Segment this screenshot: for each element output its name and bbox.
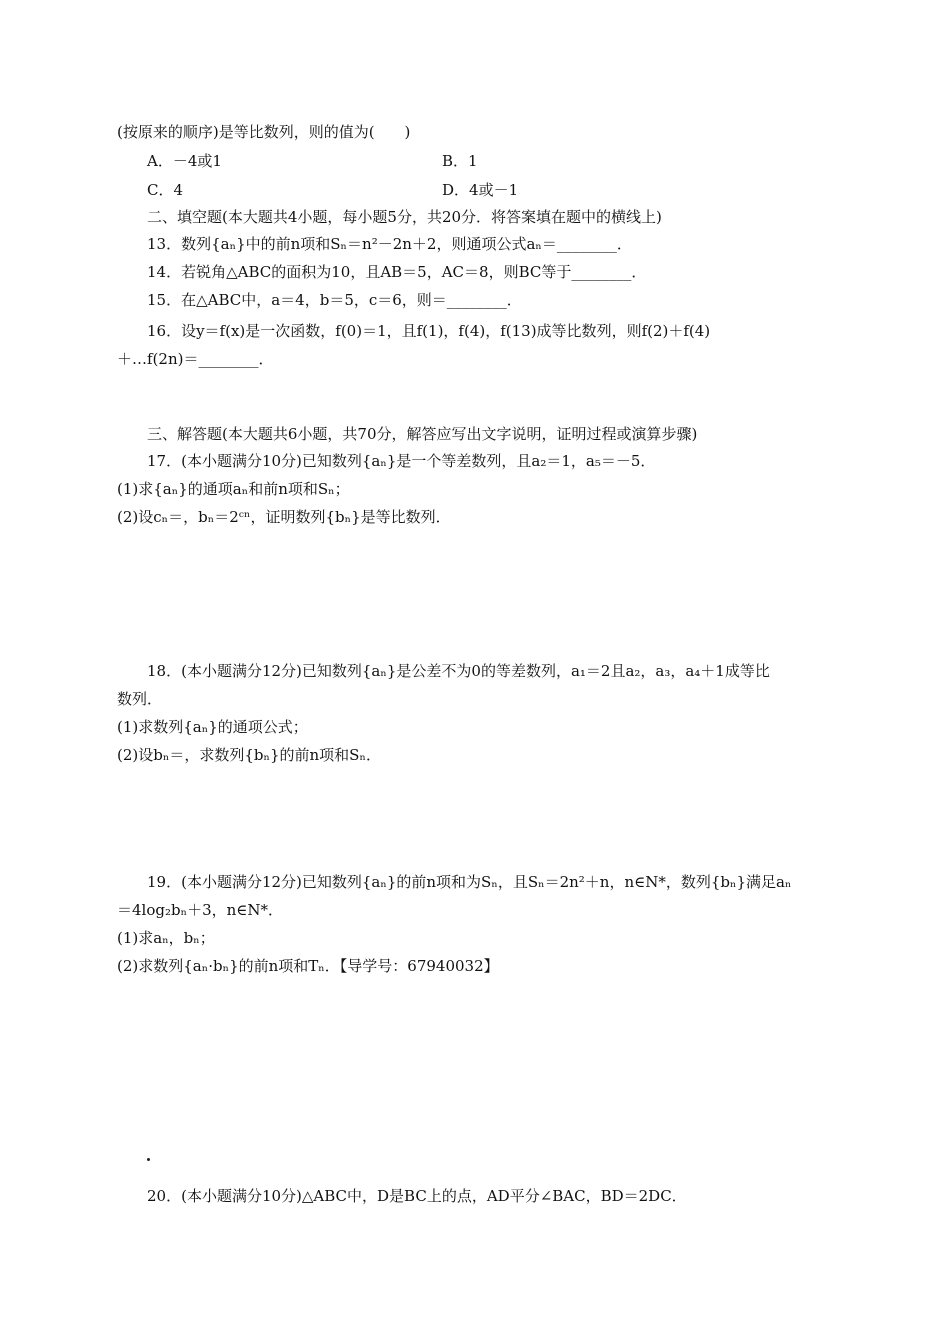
option-b: B．1 (442, 152, 478, 170)
question-17-part-1: (1)求{aₙ}的通项aₙ和前n项和Sₙ； (117, 480, 350, 498)
question-19-line-1: 19．(本小题满分12分)已知数列{aₙ}的前n项和为Sₙ，且Sₙ＝2n²＋n，n∈N*，数列{bₙ}满足aₙ (147, 873, 792, 891)
question-17-part-2: (2)设cₙ＝，bₙ＝2ᶜⁿ，证明数列{bₙ}是等比数列． (117, 508, 451, 526)
option-c: C．4 (147, 181, 184, 199)
question-14: 14．若锐角△ABC的面积为10，且AB＝5，AC＝8，则BC等于________． (147, 263, 647, 281)
question-17: 17．(本小题满分10分)已知数列{aₙ}是一个等差数列，且a₂＝1，a₅＝－5． (147, 452, 656, 470)
question-18-line-2: 数列． (117, 690, 163, 708)
question-19-part-2: (2)求数列{aₙ·bₙ}的前n项和Tₙ．【导学号：67940032】 (117, 957, 499, 975)
question-16-line-2: ＋…f(2n)＝________． (117, 350, 274, 368)
question-18-part-2: (2)设bₙ＝，求数列{bₙ}的前n项和Sₙ． (117, 746, 381, 764)
section-2-heading: 二、填空题(本大题共4小题，每小题5分，共20分．将答案填在题中的横线上) (147, 208, 662, 226)
question-20: 20．(本小题满分10分)△ABC中，D是BC上的点，AD平分∠BAC，BD＝2DC． (147, 1187, 687, 1205)
question-13: 13．数列{aₙ}中的前n项和Sₙ＝n²－2n＋2，则通项公式aₙ＝________． (147, 235, 632, 253)
question-12-continuation: (按原来的顺序)是等比数列，则的值为( ) (117, 123, 411, 141)
question-15: 15．在△ABC中，a＝4，b＝5，c＝6，则＝________． (147, 291, 522, 309)
option-a: A．－4或1 (147, 152, 222, 170)
question-19-part-1: (1)求aₙ，bₙ； (117, 929, 215, 947)
question-16-line-1: 16．设y＝f(x)是一次函数，f(0)＝1，且f(1)，f(4)，f(13)成等比数列，则f(2)＋f(4) (147, 322, 711, 340)
section-3-heading: 三、解答题(本大题共6小题，共70分，解答应写出文字说明，证明过程或演算步骤) (147, 425, 698, 443)
question-19-line-2: ＝4log₂bₙ＋3，n∈N*． (117, 901, 284, 919)
question-18-line-1: 18．(本小题满分12分)已知数列{aₙ}是公差不为0的等差数列，a₁＝2且a₂，a₃，a₄＋1成等比 (147, 662, 770, 680)
option-d: D．4或－1 (442, 181, 519, 199)
question-18-part-1: (1)求数列{aₙ}的通项公式； (117, 718, 308, 736)
stray-dot (147, 1158, 150, 1161)
